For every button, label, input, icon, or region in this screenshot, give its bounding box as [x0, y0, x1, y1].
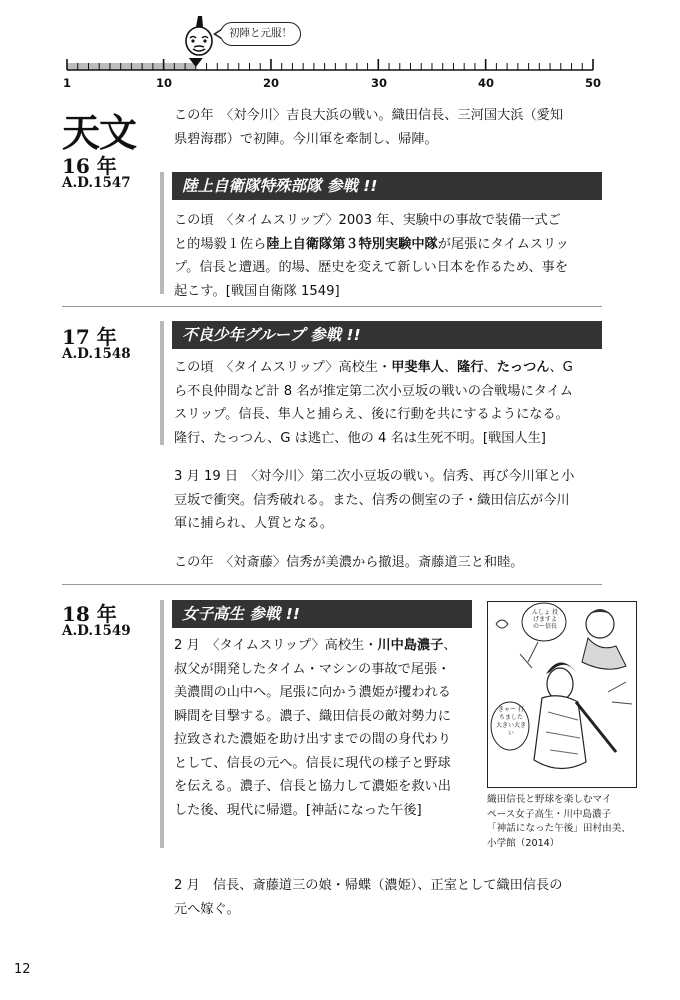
- manga-bubble-text-1: んしょ 投げますよ のー信長: [532, 609, 558, 630]
- ruler-label-40: 40: [477, 76, 495, 90]
- ad-1549: A.D.1549: [62, 623, 131, 639]
- ad-1547: A.D.1547: [62, 175, 131, 191]
- text-line: 隆行、たっつん、G は逃亡、他の 4 名は生死不明。[戦国人生]: [174, 430, 546, 446]
- text-line: この年 〈対斎藤〉信秀が美濃から撤退。斎藤道三と和睦。: [174, 555, 524, 570]
- manga-caption: [487, 793, 642, 851]
- manga-bubble-text-2: きゃー 打ちました 大きい大きい: [496, 706, 527, 737]
- text-run: 、: [443, 360, 458, 375]
- manga-drawing: [488, 602, 637, 788]
- highlight-name: たっつん: [496, 360, 550, 375]
- section-bar-16: [160, 172, 164, 294]
- text-run: と的場毅１佐ら: [174, 236, 267, 252]
- text-run: この頃 〈タイムスリップ〉高校生・: [174, 360, 392, 375]
- ruler-label-10: 10: [155, 76, 173, 90]
- text-line: プ。信長と遭遇。的場、歴史を変えて新しい日本を作るため、事を: [174, 260, 569, 275]
- ruler-scale: [0, 0, 680, 100]
- text-line: この年 〈対今川〉吉良大浜の戦い。織田信長、三河国大浜（愛知: [174, 108, 564, 123]
- section-bar-18: [160, 600, 164, 848]
- text-run: 2 月 〈タイムスリップ〉高校生・: [174, 638, 378, 653]
- text-run: 、G: [549, 360, 573, 375]
- text-run: が尾張にタイムスリッ: [437, 236, 569, 252]
- text-line: 拉致された濃姫を助け出すまでの間の身代わり: [174, 732, 451, 747]
- page-number: 12: [14, 962, 31, 977]
- year-16: 16 年: [62, 154, 117, 178]
- text-line: 起こす。[戦国自衛隊 1549]: [174, 283, 340, 299]
- caption-line: 「神話になった午後」田村由美、: [487, 823, 631, 834]
- ruler-label-20: 20: [262, 76, 280, 90]
- year-17: 17 年: [62, 325, 117, 349]
- text-line: 美濃間の山中へ。尾張に向かう濃姫が攫われる: [174, 685, 451, 700]
- ruler-speech-bubble: [220, 22, 301, 46]
- highlight-name: 甲斐隼人: [391, 360, 444, 375]
- year-divider-16: [62, 306, 602, 307]
- text-line: ら不良仲間など計 8 名が推定第二次小豆坂の戦いの合戦場にタイム: [174, 383, 573, 399]
- text-line: [174, 634, 457, 658]
- year-divider-17: [62, 584, 602, 585]
- section-bar-17: [160, 321, 164, 445]
- entry-18-feb: [174, 874, 562, 921]
- banner-17: 不良少年グループ 参戦 !!: [172, 321, 602, 349]
- entry-18-body: [174, 634, 457, 822]
- caption-line: 織田信長と野球を楽しむマイ: [487, 794, 612, 805]
- text-line: 県碧海郡）で初陣。今川軍を牽制し、帰陣。: [174, 131, 438, 147]
- entry-17-saito: [174, 551, 523, 575]
- text-line: 叔父が開発したタイム・マシンの事故で尾張・: [174, 661, 451, 677]
- caption-line: ペース女子高生・川中島濃子: [487, 808, 612, 820]
- ad-1548: A.D.1548: [62, 346, 131, 362]
- banner-16: 陸上自衛隊特殊部隊 参戦 !!: [172, 172, 602, 200]
- entry-17-march: [174, 465, 574, 536]
- text-line: [174, 356, 573, 380]
- text-run: 、: [483, 360, 497, 375]
- era-name: 天文: [62, 110, 137, 155]
- caption-line: 小学館（2014）: [487, 837, 560, 849]
- entry-16-intro: [174, 104, 563, 151]
- text-line: スリップ。信長、隼人と捕らえ、後に行動を共にするようになる。: [174, 407, 569, 422]
- highlight-unit-name: 陸上自衛隊第３特別実験中隊: [266, 236, 438, 252]
- ruler-label-30: 30: [370, 76, 388, 90]
- text-line: した後、現代に帰還。[神話になった午後]: [174, 802, 422, 818]
- year-18: 18 年: [62, 602, 117, 626]
- highlight-name: 隆行: [457, 360, 484, 375]
- text-line: として、信長の元へ。信長に現代の様子と野球: [174, 755, 451, 771]
- text-run: 、: [443, 638, 457, 653]
- text-line: 瞬間を目撃する。濃子、織田信長の敵対勢力に: [174, 708, 451, 724]
- banner-18: 女子高生 参戦 !!: [172, 600, 472, 628]
- manga-illustration: [487, 601, 637, 788]
- text-line: を伝える。濃子、信長と協力して濃姫を救い出: [174, 779, 451, 794]
- text-line: 3 月 19 日 〈対今川〉第二次小豆坂の戦い。信秀、再び今川軍と小: [174, 469, 575, 484]
- entry-16-body: [174, 209, 569, 303]
- text-line: 豆坂で衝突。信秀破れる。また、信秀の側室の子・織田信広が今川: [174, 492, 570, 508]
- age-ruler: [0, 0, 680, 100]
- text-line: 2 月 信長、斎藤道三の娘・帰蝶（濃姫）、正室として織田信長の: [174, 878, 563, 893]
- ruler-label-1: 1: [62, 76, 72, 90]
- text-line: 元へ嫁ぐ。: [174, 901, 240, 917]
- entry-17-body: [174, 356, 573, 450]
- ruler-bubble-text: 初陣と元服！: [229, 27, 292, 39]
- ruler-label-50: 50: [584, 76, 602, 90]
- text-line: 軍に捕られ、人質となる。: [174, 516, 334, 531]
- text-line: [174, 233, 569, 257]
- highlight-name: 川中島濃子: [377, 638, 444, 653]
- text-line: この頃 〈タイムスリップ〉2003 年、実験中の事故で装備一式ご: [174, 213, 561, 228]
